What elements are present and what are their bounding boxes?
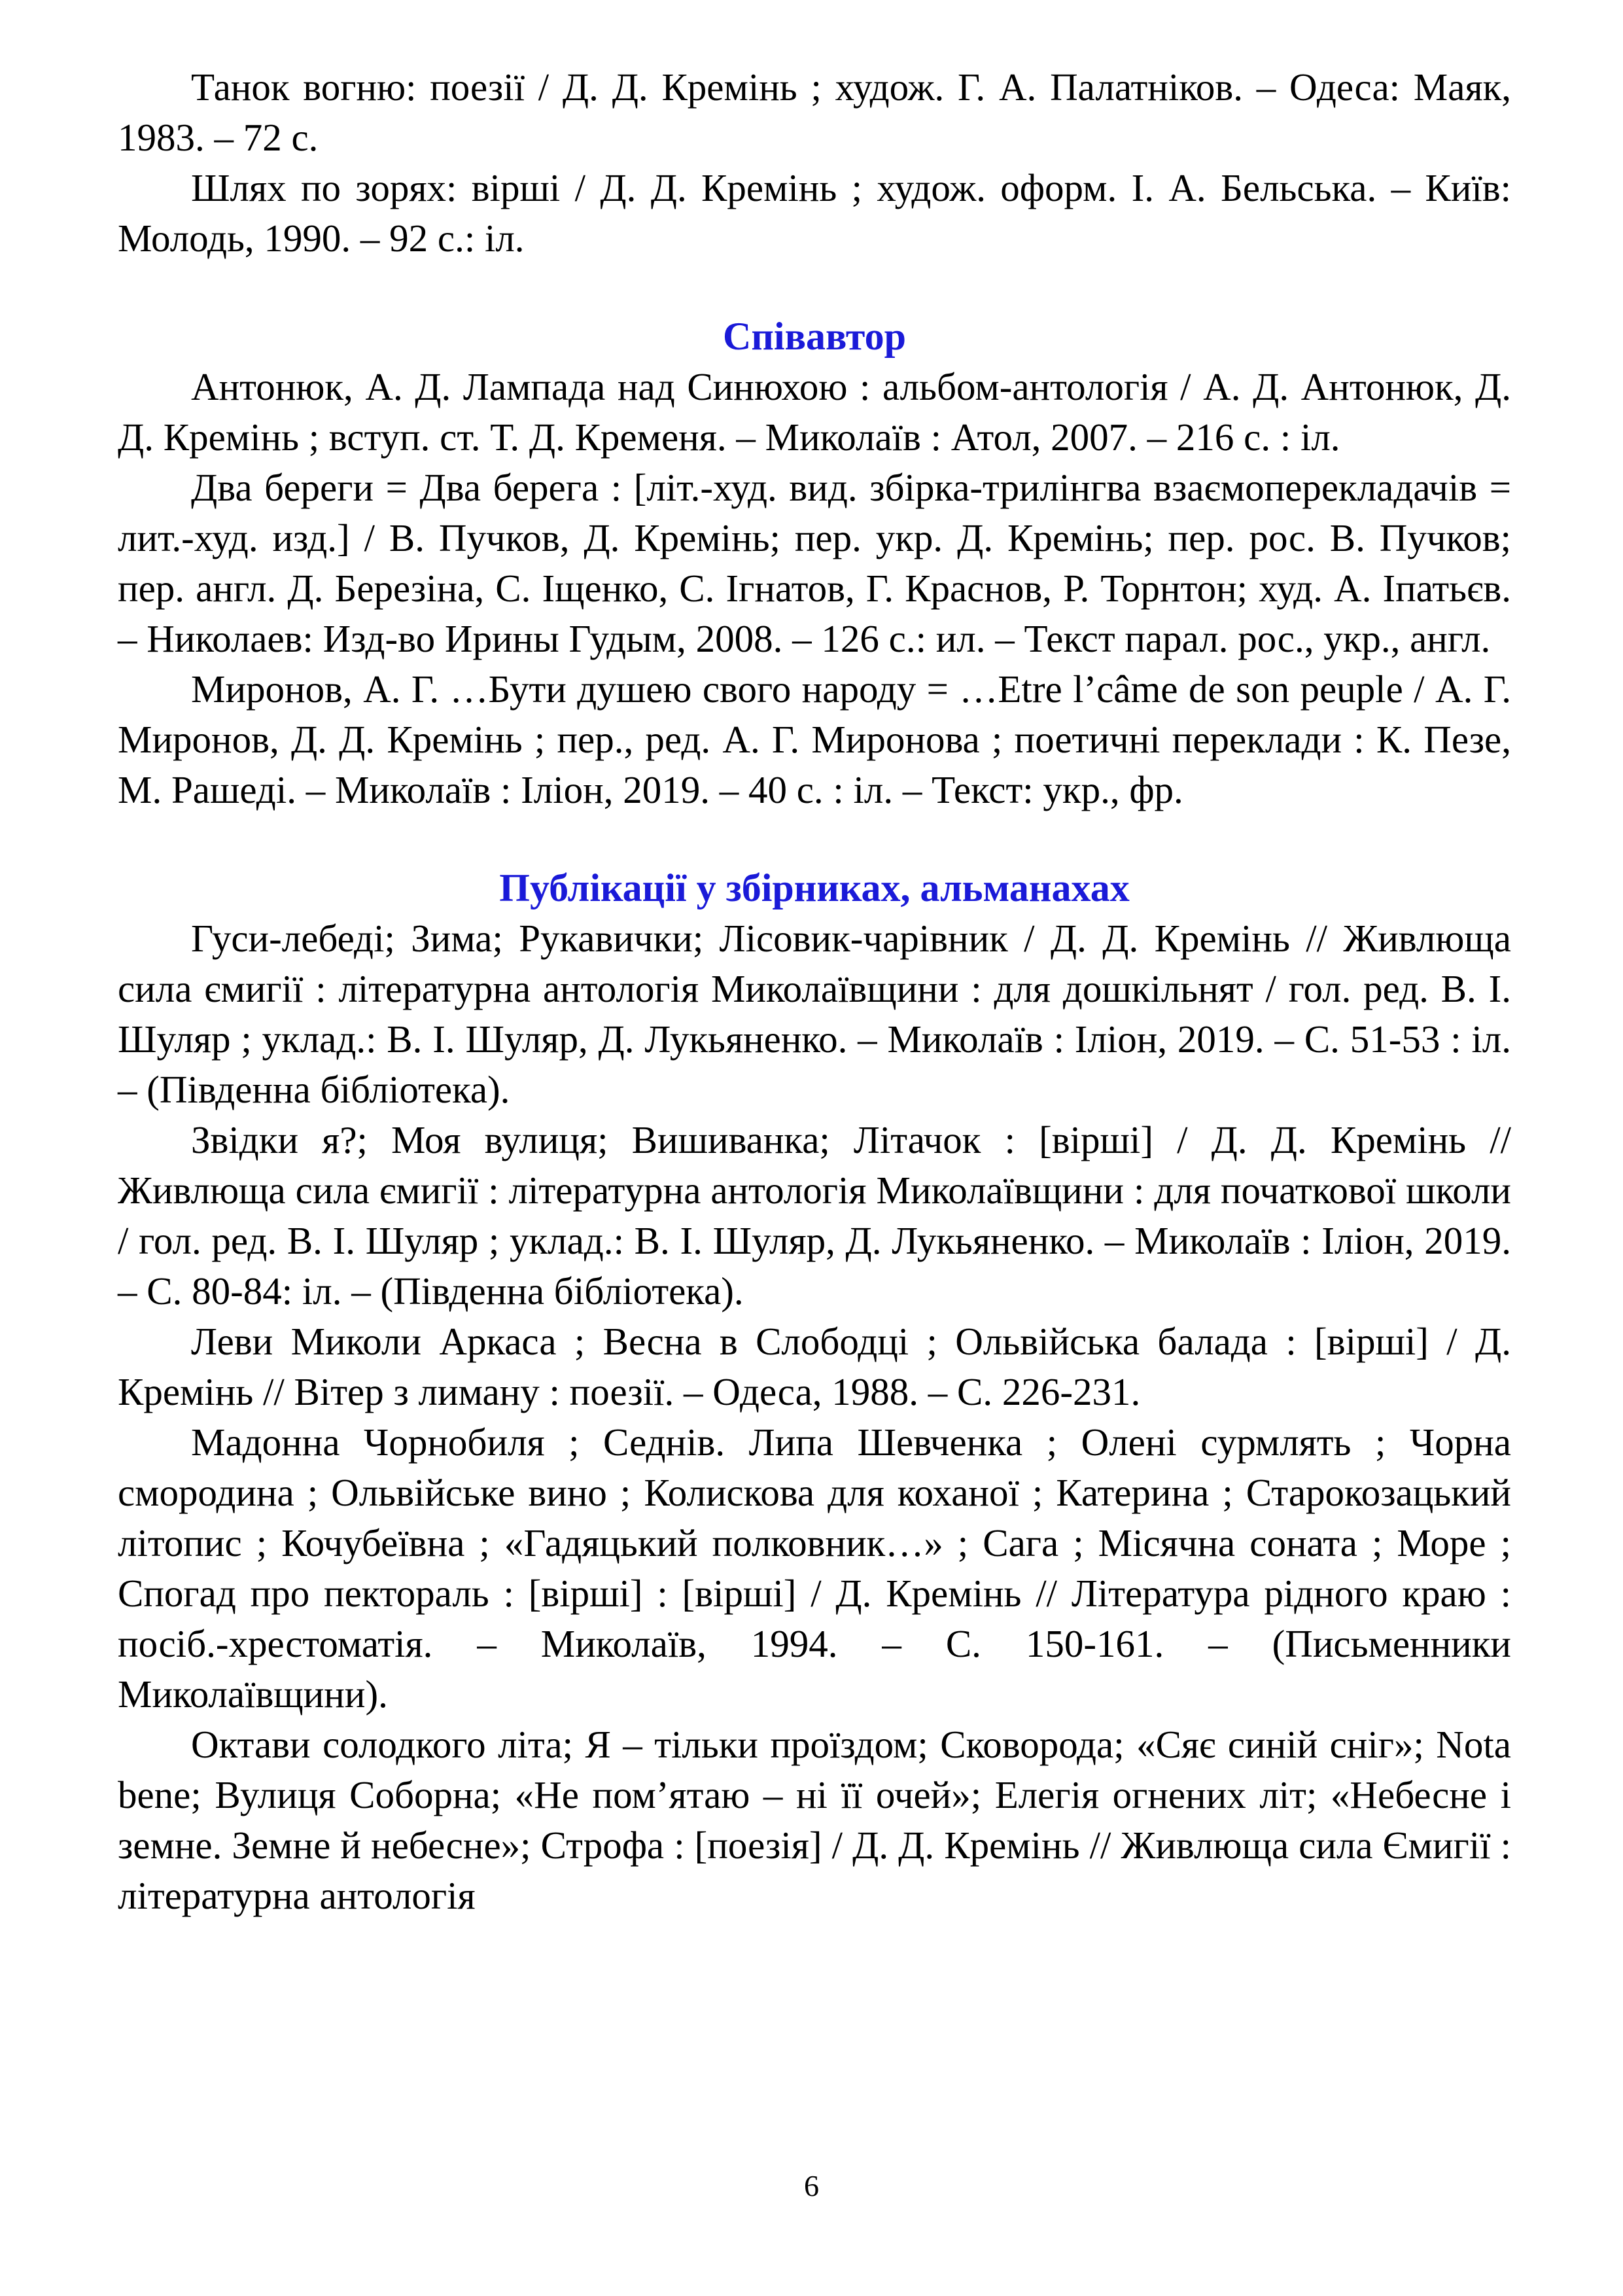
bibliography-entry: Два береги = Два берега : [літ.-худ. вид. збірка-трилінгва взаємоперекладачів = лит.-худ. изд.] / В. Пучков, Д. Кремінь; пер. укр. Д. Кремінь; пер. рос. В. Пучков; пер. англ. Д. Березіна, С. Іщенко, С. Ігнатов, Г. Краснов, Р. Торнтон; худ. А. Іпатьєв. – Николаев: Изд-во Ирины Гудым, 2008. – 126 с.: ил. – Текст парал. рос., укр., англ. [118, 466, 1511, 660]
section-spacer [118, 815, 1511, 863]
bibliography-entry: Шлях по зорях: вірші / Д. Д. Кремінь ; худож. оформ. І. А. Бельська. – Київ: Молодь, 1990. – 92 с.: іл. [118, 166, 1511, 260]
page-number: 6 [804, 2169, 819, 2202]
bibliography-entry: Мадонна Чорнобиля ; Седнів. Липа Шевченка ; Олені сурмлять ; Чорна смородина ; Ольвійське вино ; Колискова для коханої ; Катерина ; Старокозацький літопис ; Кочубеївна ; «Гадяцький полковник…» ; Сага ; Місячна соната ; Море ; Спогад про пектораль : [вірші] : [вірші] / Д. Кремінь // Література рідного краю : посіб.-хрестоматія. – Миколаїв, 1994. – С. 150-161. – (Письменники Миколаївщини). [118, 1421, 1511, 1716]
bibliography-entry: Октави солодкого літа; Я – тільки проїздом; Сковорода; «Сяє синій сніг»; Nota bene; Вулиця Соборна; «Не пом’ятаю – ні її очей»; Елегія огнених літ; «Небесне і земне. Земне й небесне»; Строфа : [поезія] / Д. Д. Кремінь // Живлюща сила Ємигії : літературна антологія [118, 1723, 1511, 1917]
bibliography-entry: Миронов, А. Г. …Бути душею свого народу = …Etre l’câme de son peuple / А. Г. Миронов, Д. Д. Кремінь ; пер., ред. А. Г. Миронова ; поетичні переклади : К. Пезе, М. Рашеді. – Миколаїв : Іліон, 2019. – 40 с. : іл. – Текст: укр., фр. [118, 667, 1511, 811]
bibliography-entry: Леви Миколи Аркаса ; Весна в Слободці ; Ольвійська балада : [вірші] / Д. Кремінь // Вітер з лиману : поезії. – Одеса, 1988. – С. 226-231. [118, 1320, 1511, 1413]
bibliography-entry: Антонюк, А. Д. Лампада над Синюхою : альбом-антологія / А. Д. Антонюк, Д. Д. Кремінь ; вступ. ст. Т. Д. Кременя. – Миколаїв : Атол, 2007. – 216 с. : іл. [118, 365, 1511, 459]
document-page [118, 62, 1511, 1921]
section-heading-coauthor: Співавтор [723, 315, 906, 358]
bibliography-entry: Гуси-лебеді; Зима; Рукавички; Лісовик-чарівник / Д. Д. Кремінь // Живлюща сила ємигії : літературна антологія Миколаївщини : для дошкільнят / гол. ред. В. І. Шуляр ; уклад.: В. І. Шуляр, Д. Лукьяненко. – Миколаїв : Іліон, 2019. – С. 51-53 : іл. – (Південна бібліотека). [118, 917, 1511, 1111]
section-heading-publications: Публікації у збірниках, альманахах [499, 866, 1130, 910]
bibliography-entry: Звідки я?; Моя вулиця; Вишиванка; Літачок : [вірші] / Д. Д. Кремінь // Живлюща сила ємигії : літературна антологія Миколаївщини : для початкової школи / гол. ред. В. І. Шуляр ; уклад.: В. І. Шуляр, Д. Лукьяненко. – Миколаїв : Іліон, 2019. – С. 80-84: іл. – (Південна бібліотека). [118, 1118, 1511, 1313]
bibliography-entry: Танок вогню: поезії / Д. Д. Кремінь ; худож. Г. А. Палатніков. – Одеса: Маяк, 1983. – 72 с. [118, 65, 1511, 159]
section-spacer [118, 264, 1511, 311]
